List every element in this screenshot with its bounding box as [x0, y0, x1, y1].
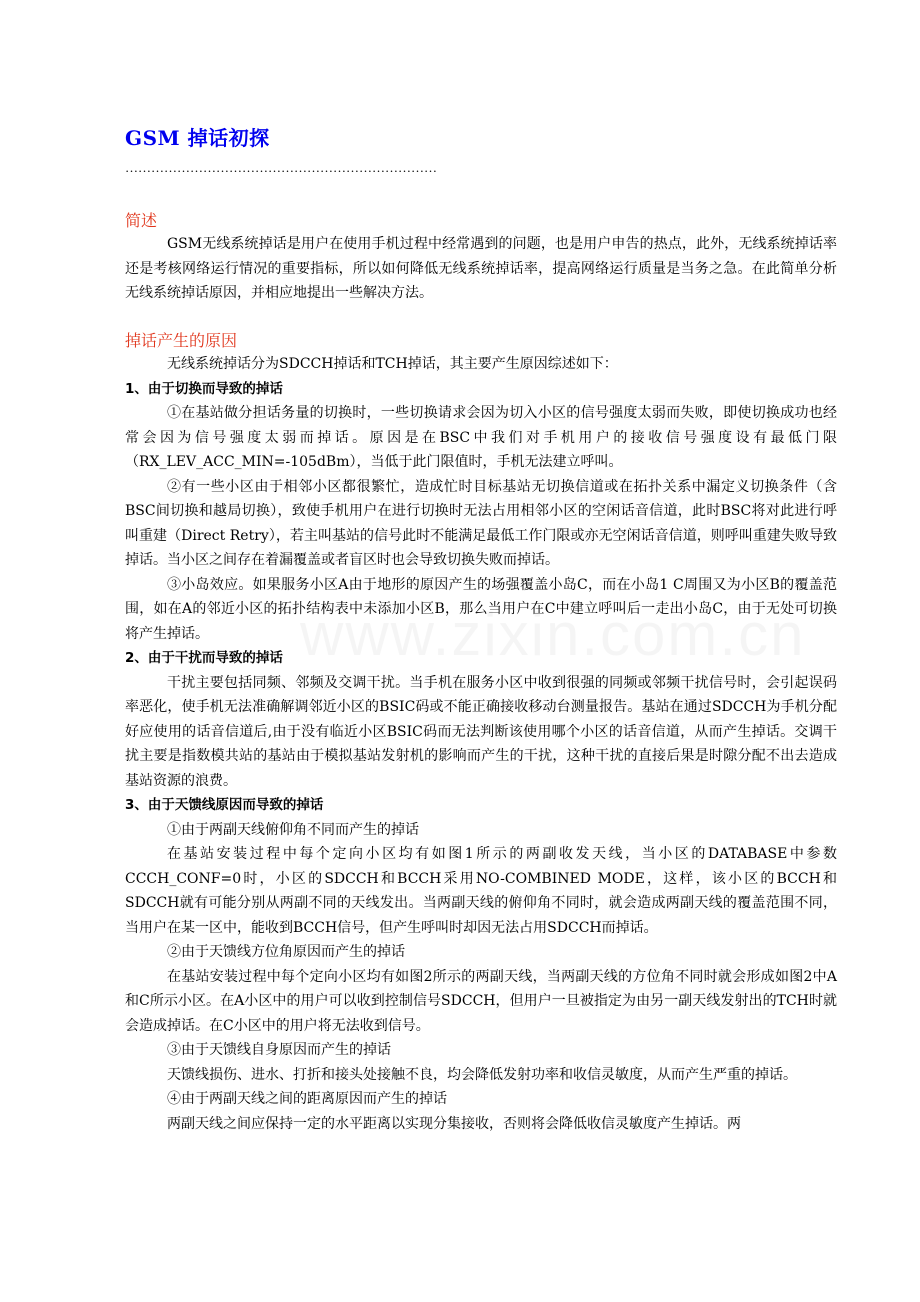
antenna-item-3-title: ③由于天馈线自身原因而产生的掉话	[167, 1042, 391, 1058]
summary-paragraph: GSM无线系统掉话是用户在使用手机过程中经常遇到的问题，也是用户申告的热点，此外，无线系统掉话率还是考核网络运行情况的重要指标，所以如何降低无线系统掉话率，提高网络运行质量是当务之急。在此简单分析无线系统掉话原因，并相应地提出一些解决方法。	[125, 236, 837, 301]
antenna-item-4-text: 两副天线之间应保持一定的水平距离以实现分集接收，否则将会降低收信灵敏度产生掉话。两	[167, 1115, 741, 1132]
antenna-item-2-text: 在基站安装过程中每个定向小区均有如图2所示的两副天线，当两副天线的方位角不同时就会形成如图2中A和C所示小区。在A小区中的用户可以收到控制信号SDCCH，但用户一旦被指定为由另一副天线发射出的TCH时就会造成掉话。在C小区中的用户将无法收到信号。	[125, 968, 837, 1034]
separator-line: ………………………………………………………………	[125, 160, 437, 175]
paragraph-interference: 干扰主要包括同频、邻频及交调干扰。当手机在服务小区中收到很强的同频或邻频干扰信号时，会引起误码率恶化，使手机无法准确解调邻近小区的BSIC码或不能正确接收移动台测量报告。基站在通过SDCCH为手机分配好应使用的话音信道后,由于没有临近小区BSIC码而无法判断该使用哪个小区的话音信道，从而产生掉话。交调干扰主要是指数模共站的基站由于模拟基站发射机的影响而产生的干扰，这种干扰的直接后果是时隙分配不出去造成基站资源的浪费。	[125, 674, 837, 789]
antenna-item-3-text: 天馈线损伤、进水、打折和接头处接触不良，均会降低发射功率和收信灵敏度，从而产生严重的掉话。	[167, 1066, 797, 1083]
subheading-interference: 2、由于干扰而导致的掉话	[125, 650, 283, 666]
antenna-item-2-title: ②由于天馈线方位角原因而产生的掉话	[167, 944, 405, 960]
paragraph-handover-1: ①在基站做分担话务量的切换时，一些切换请求会因为切入小区的信号强度太弱而失败，即使切换成功也经常会因为信号强度太弱而掉话。原因是在BSC中我们对手机用户的接收信号强度设有最低门限（RX_LEV_ACC_MIN=-105dBm），当低于此门限值时，手机无法建立呼叫。	[125, 405, 837, 470]
document-title: GSM 掉话初探	[125, 126, 270, 150]
subheading-antenna: 3、由于天馈线原因而导致的掉话	[125, 797, 324, 813]
paragraph-handover-3: ③小岛效应。如果服务小区A由于地形的原因产生的场强覆盖小岛C，而在小岛1 C周围又为小区B的覆盖范围，如在A的邻近小区的拓扑结构表中未添加小区B，那么当用户在C中建立呼叫后一走出小岛C，由于无处可切换 将产生掉话。	[125, 576, 837, 642]
antenna-item-4-title: ④由于两副天线之间的距离原因而产生的掉话	[167, 1091, 447, 1107]
paragraph-handover-2: ②有一些小区由于相邻小区都很繁忙，造成忙时目标基站无切换信道或在拓扑关系中漏定义切换条件（含BSC间切换和越局切换），致使手机用户在进行切换时无法占用相邻小区的空闲话音信道，此时BSC将对此进行呼叫重建（Direct Retry），若主叫基站的信号此时不能满足最低工作门限或亦无空闲话音信道，则呼叫重建失败导致掉话。当小区之间存在着漏覆盖或者盲区时也会导致切换失败而掉话。	[125, 478, 837, 568]
antenna-item-1-title: ①由于两副天线俯仰角不同而产生的掉话	[167, 821, 419, 838]
antenna-item-1-text: 在基站安装过程中每个定向小区均有如图1所示的两副收发天线，当小区的DATABASE中参数CCCH_CONF=0时，小区的SDCCH和BCCH采用NO-COMBINED MODE，这样，该小区的BCCH和SDCCH就有可能分别从两副不同的天线发出。当两副天线的俯仰角不同时，就会造成两副天线的覆盖范围不同，当用户在某一区中，能收到BCCH信号，但产生呼叫时却因无法占用SDCCH而掉话。	[125, 846, 837, 936]
section-heading-summary: 简述	[125, 211, 158, 230]
subheading-handover: 1、由于切换而导致的掉话	[125, 380, 283, 397]
causes-intro: 无线系统掉话分为SDCCH掉话和TCH掉话，其主要产生原因综述如下：	[167, 356, 618, 372]
section-heading-causes: 掉话产生的原因	[125, 331, 238, 350]
causes-body	[125, 352, 837, 1136]
summary-body	[125, 232, 837, 306]
